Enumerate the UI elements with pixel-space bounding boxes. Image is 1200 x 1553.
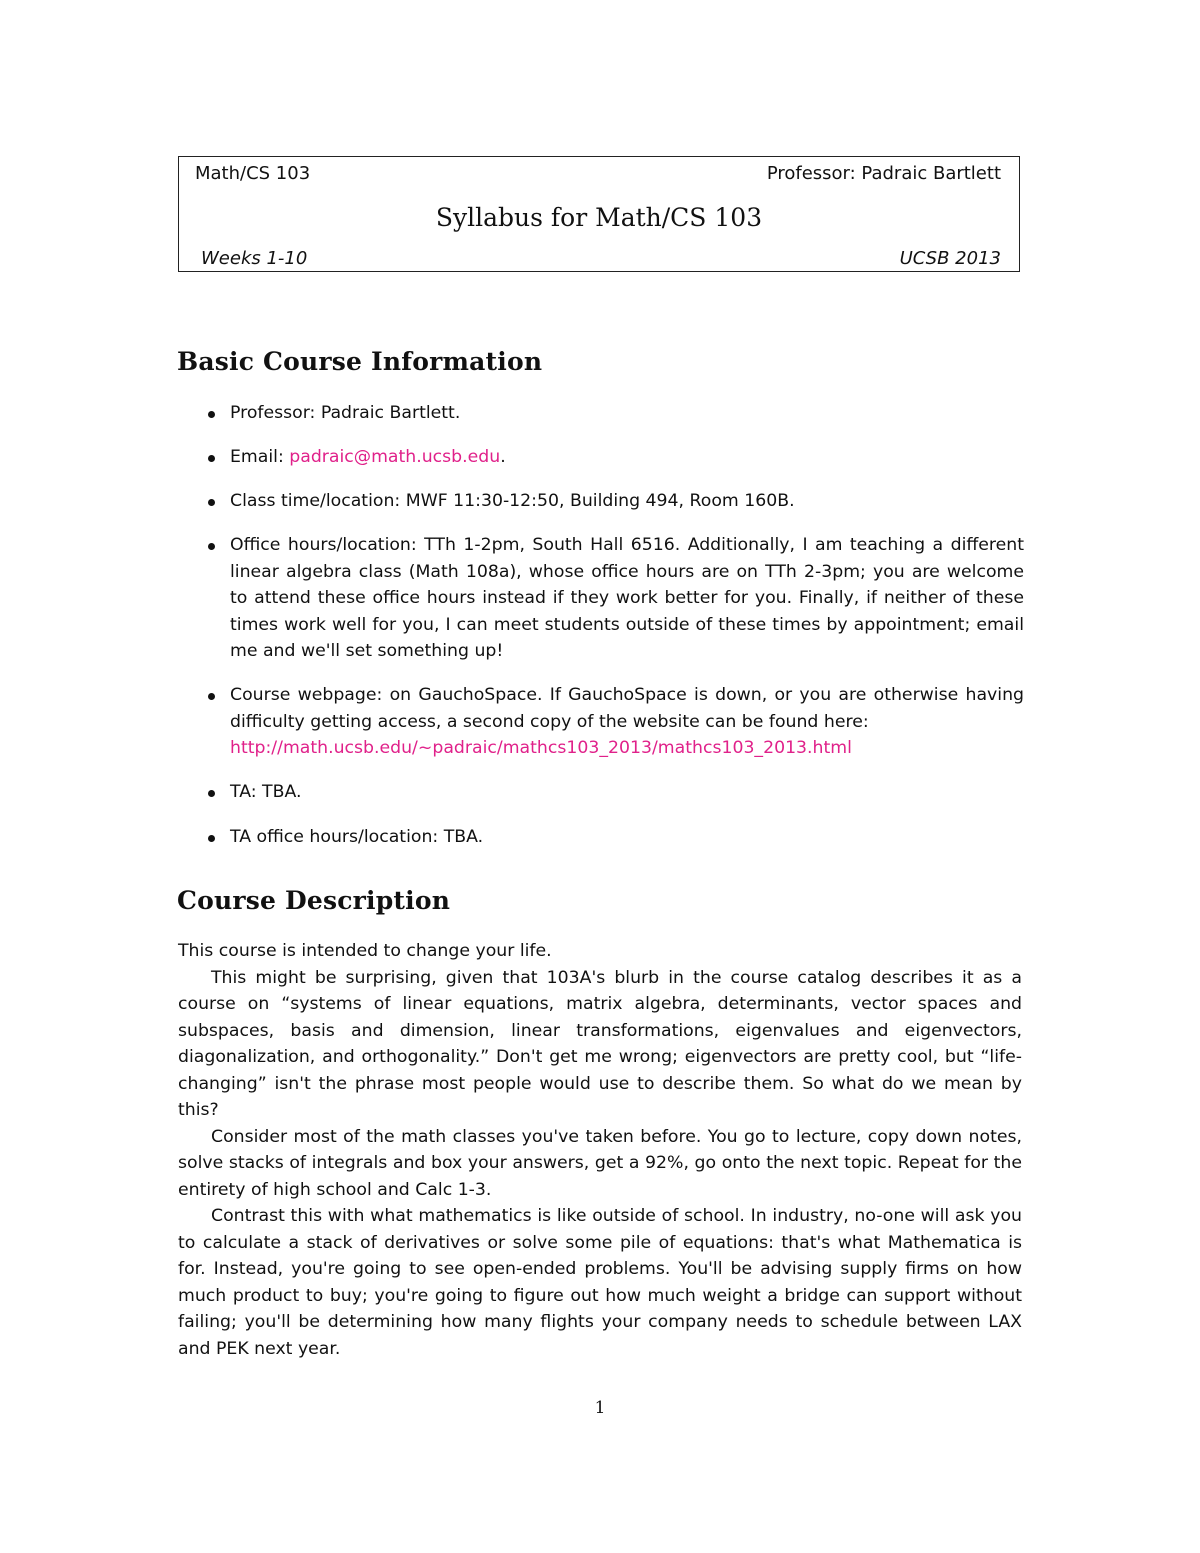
list-item-office-hours <box>178 532 1024 665</box>
term-label: UCSB 2013 <box>899 248 1001 269</box>
page-number: 1 <box>594 1398 606 1418</box>
bullet-icon <box>208 543 215 550</box>
bullet-icon <box>208 835 215 842</box>
ta-text: TA: TBA. <box>230 782 302 803</box>
description-paragraph: Contrast this with what mathematics is like outside of school. In industry, no-one will ask you to calculate a stack of derivatives or solve some pile of equations: that's what Mathematica is for. Instead, you're going to see open-ended problems. You'll be advising supply firms on how much product to buy; you're going to figure out how much weight a bridge can support without failing; you'll be determining how many flights your company needs to schedule between LAX and PEK next year. <box>178 1206 1022 1359</box>
bullet-icon <box>208 499 215 506</box>
list-item-email <box>178 444 1024 471</box>
bullet-icon <box>208 693 215 700</box>
email-link[interactable]: padraic@math.ucsb.edu <box>289 447 501 468</box>
list-item-professor <box>178 400 1024 427</box>
bullet-icon <box>208 411 215 418</box>
office-hours-text: Office hours/location: TTh 1-2pm, South Hall 6516. Additionally, I am teaching a different linear algebra class (Math 108a), whose office hours are on TTh 2-3pm; you are welcome to attend these office hours instead if they work better for you. Finally, if neither of these times work well for you, I can meet students outside of these times by appointment; email me and we'll set something up! <box>230 535 1024 662</box>
list-item-ta-office <box>178 824 1024 851</box>
weeks-label: Weeks 1-10 <box>201 248 308 269</box>
course-description-body <box>178 938 1022 1362</box>
bullet-icon <box>208 455 215 462</box>
class-time-text: Class time/location: MWF 11:30-12:50, Building 494, Room 160B. <box>230 491 795 512</box>
webpage-link[interactable]: http://math.ucsb.edu/~padraic/mathcs103_2013/mathcs103_2013.html <box>230 738 852 759</box>
email-label: Email: <box>230 447 290 468</box>
description-paragraph: This course is intended to change your life. <box>178 941 552 961</box>
description-paragraph: This might be surprising, given that 103A's blurb in the course catalog describes it as a course on “systems of linear equations, matrix algebra, determinants, vector spaces and subspaces, basis and dimension, linear transformations, eigenvalues and eigenvectors, diagonalization, and orthogonality.” Don't get me wrong; eigenvectors are pretty cool, but “life-changing” isn't the phrase most people would use to describe them. So what do we mean by this? <box>178 967 1022 1120</box>
document-title: Syllabus for Math/CS 103 <box>435 203 763 232</box>
professor-text: Professor: Padraic Bartlett. <box>230 403 461 423</box>
header-box <box>178 156 1020 272</box>
basic-info-heading: Basic Course Information <box>177 347 543 376</box>
course-description-heading: Course Description <box>177 886 451 915</box>
description-paragraph: Consider most of the math classes you've taken before. You go to lecture, copy down notes, solve stacks of integrals and box your answers, get a 92%, go onto the next topic. Repeat for the entirety of high school and Calc 1-3. <box>178 1126 1022 1200</box>
professor-header: Professor: Padraic Bartlett <box>766 163 1001 184</box>
list-item-ta <box>178 779 1024 806</box>
bullet-icon <box>208 790 215 797</box>
basic-info-list <box>178 400 1024 868</box>
course-code: Math/CS 103 <box>195 163 311 184</box>
ta-office-text: TA office hours/location: TBA. <box>230 826 484 847</box>
list-item-class-time <box>178 488 1024 515</box>
email-period: . <box>500 447 506 468</box>
list-item-webpage <box>178 682 1024 762</box>
webpage-text: Course webpage: on GauchoSpace. If GauchoSpace is down, or you are otherwise having difficulty getting access, a second copy of the website can be found here: <box>230 685 1024 732</box>
